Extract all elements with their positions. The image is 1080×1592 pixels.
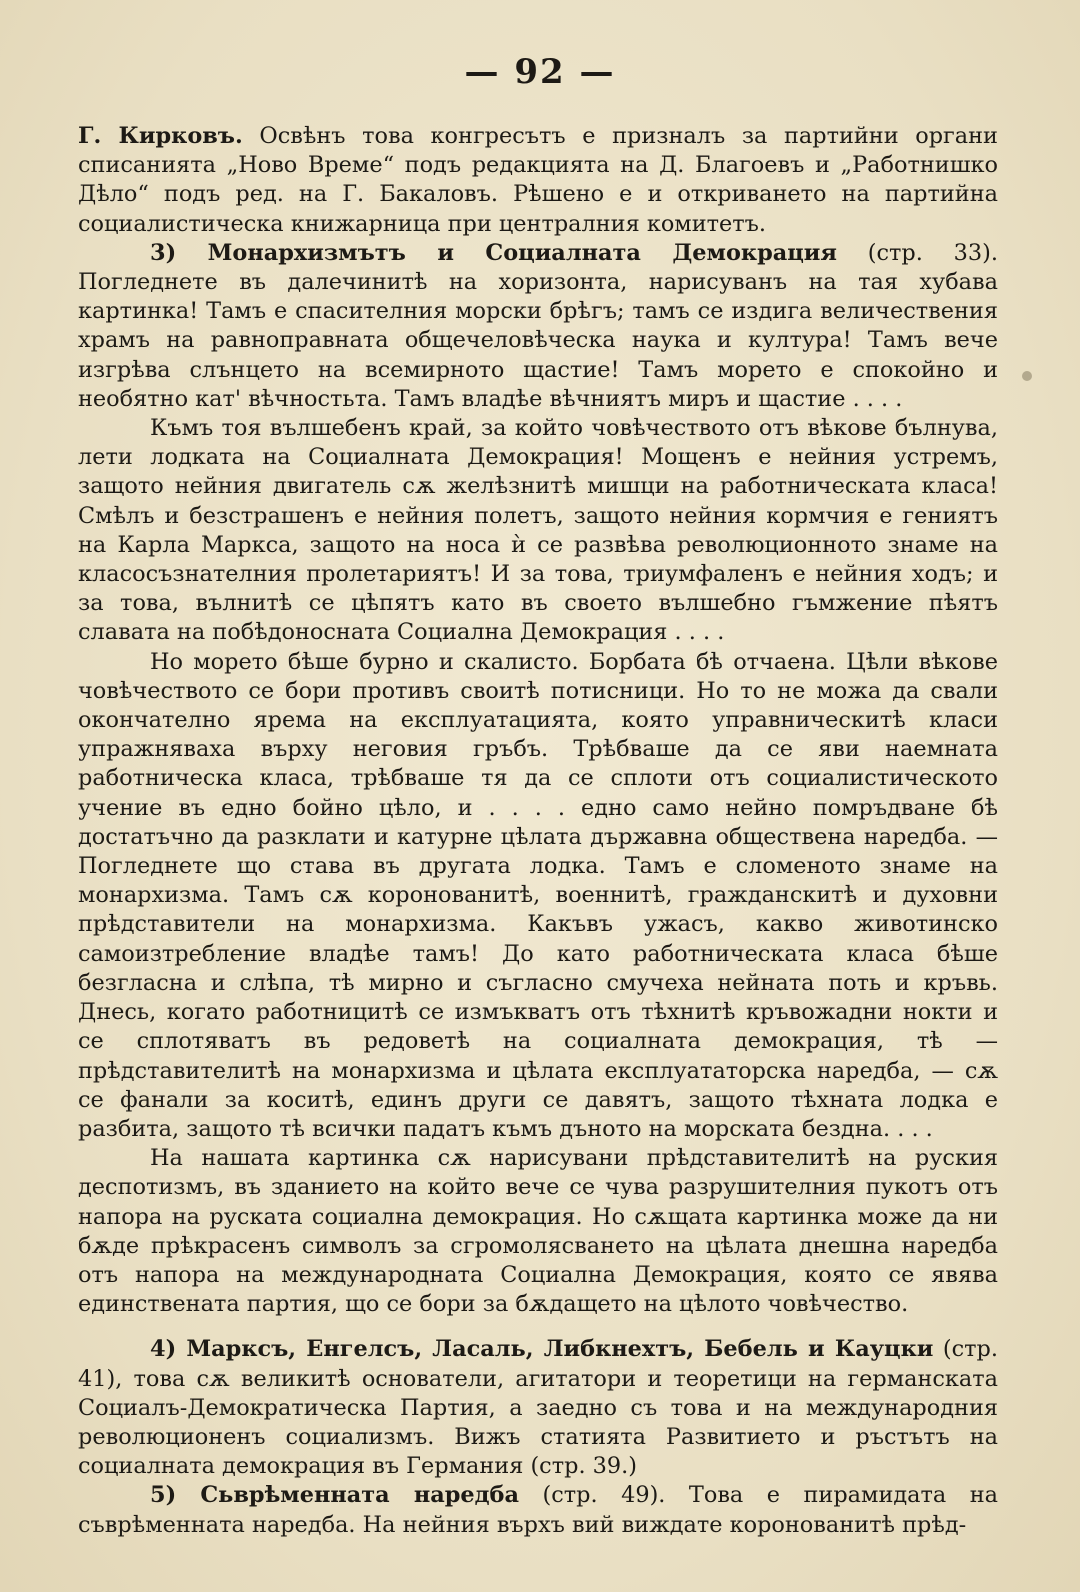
paragraph-text: Но морето бѣше бурно и скалисто. Борбата бѣ отчаена. Цѣли вѣкове човѣчеството се бори противъ своитѣ потисници. Но то не можа да свали окончателно ярема на експлуатацията, която управническитѣ класи упражняваха върху неговия гръбъ. Трѣбваше да се яви наемната работническа класа, трѣбваше тя да се сплоти отъ социалистическото учение въ едно бойно цѣло, и . . . . едно само нейно помръдване бѣ достатъчно да разклати и катурне цѣлата държавна обществена наредба. — Погледнете що става въ другата лодка. Тамъ е сломеното знаме на монархизма. Тамъ сѫ коронованитѣ, военнитѣ, гражданскитѣ и духовни прѣдставители на монархизма. Какъвъ ужасъ, какво животинско самоизтребление владѣе тамъ! До като работническата класа бѣше безгласна и слѣпа, тѣ мирно и съгласно смучеха нейната поть и кръвь. Днесь, когато работницитѣ се измъкватъ отъ тѣхнитѣ кръвожадни нокти и се сплотяватъ въ редоветѣ на социалната демокрация, тѣ — прѣдставителитѣ на монархизма и цѣлата експлуататорска наредба, — сѫ се фанали за коситѣ, единъ други се давятъ, защото тѣхната лодка е разбита, защото тѣ всички падатъ къмъ дъното на морската бездна. . . . <box>78 648 998 1142</box>
paragraph-3 <box>78 414 998 648</box>
paragraph-text: (стр. 41), това сѫ великитѣ основатели, агитатори и теоретици на германската Социалъ-Демократическа Партия, а заедно съ това и на международния революционенъ социализмъ. Вижъ статията Развитието и ръстътъ на социалната демокрация въ Германия (стр. 39.) <box>78 1336 998 1480</box>
paragraph-text: (стр. 33). Погледнете въ далечинитѣ на хоризонта, нарисуванъ на тая хубава картинка! Тамъ е спасителния морски брѣгъ; тамъ се издига величествения храмъ на равноправната общечеловѣческа наука и култура! Тамъ вече изгрѣва слънцето на всемирното щастие! Тамъ морето е спокойно и необятно кат' вѣчностьта. Тамъ владѣе вѣчниятъ миръ и щастие . . . . <box>78 239 998 412</box>
paragraph-4 <box>78 648 998 1144</box>
paragraph-text: (стр. 49). Това е пирамидата на съврѣменната наредба. На нейния върхъ вий виждате коронованитѣ прѣд- <box>78 1482 998 1538</box>
paragraph-lead: 3) Монархизмътъ и Социалната Демокрация <box>150 239 837 266</box>
paragraph-text: На нашата картинка сѫ нарисувани прѣдставителитѣ на руския деспотизмъ, въ зданието на който вече се чува разрушителния пукотъ отъ напора на руската социална демокрация. Но сѫщата картинка може да ни бѫде прѣкрасенъ символъ за сгромолясването на цѣлата днешна наредба отъ напора на международната Социална Демокрация, която се явява единствената партия, що се бори за бѫдащето на цѣлото човѣчество. <box>78 1145 998 1318</box>
paragraph-5 <box>78 1144 998 1319</box>
paragraph-1 <box>78 122 998 239</box>
paragraph-lead: 5) Сьврѣменната наредба <box>150 1482 519 1509</box>
paragraph-6 <box>78 1335 998 1481</box>
paragraph-lead: 4) Марксъ, Енгелсъ, Ласаль, Либкнехтъ, Бебель и Кауцки <box>150 1336 934 1363</box>
page-number: — 92 — <box>464 52 616 92</box>
paragraph-7 <box>78 1481 998 1539</box>
paragraph-text: Къмъ тоя вълшебенъ край, за който човѣчеството отъ вѣкове бълнува, лети лодката на Социалната Демокрация! Мощенъ е нейния устремъ, защото нейния двигатель сѫ желѣзнитѣ мишци на работническата класа! Смѣлъ и безстрашенъ е нейния полетъ, защото нейния кормчия е гениятъ на Карла Маркса, защото на носа ѝ се развѣва революционното знаме на класосъзнателния пролетариятъ! И за това, триумфаленъ е нейния ходъ; и за това, вълнитѣ се цѣпятъ като въ своето вълшебно гъмжение пѣятъ славата на побѣдоносната Социална Демокрация . . . . <box>78 415 998 646</box>
body-text <box>78 122 998 1540</box>
paragraph-2 <box>78 239 998 414</box>
margin-dot <box>1022 371 1032 381</box>
paragraph-lead: Г. Кирковъ. <box>78 123 243 149</box>
paragraph-text: Освѣнъ това конгресътъ е призналъ за партийни органи списанията „Ново Време“ подъ редакцията на Д. Благоевъ и „Работнишко Дѣло“ подъ ред. на Г. Бакаловъ. Рѣшено е и откриването на партийна социалистическа книжарница при централния комитетъ. <box>78 123 998 237</box>
